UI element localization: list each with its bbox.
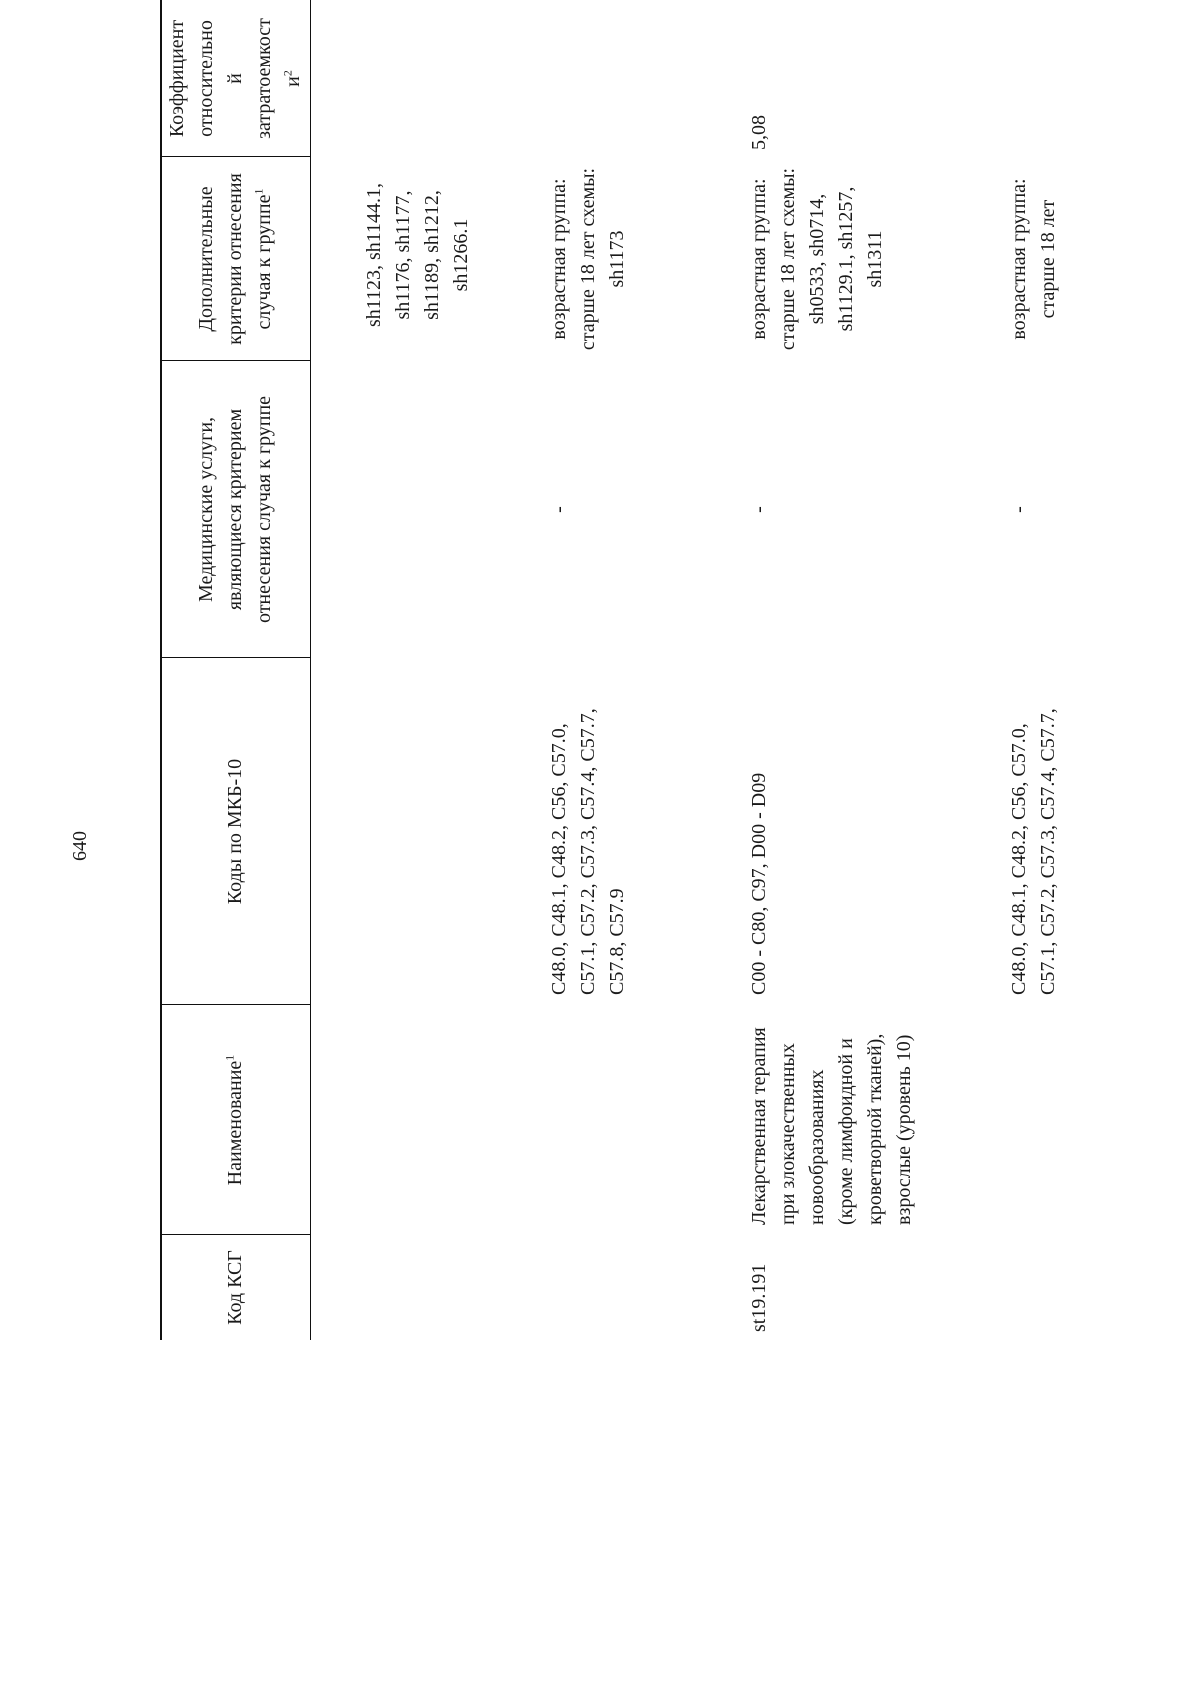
row-0-dop: sh1123, sh1144.1, sh1176, sh1177, sh1189, sh1212, sh1266.1 <box>363 182 472 328</box>
header-bottom-rule <box>310 0 311 1340</box>
header-dop-kriterii-text: Дополнительные критерии отнесения случая к группе <box>194 173 275 345</box>
row-2-dop: возрастная группа: старше 18 лет схемы: sh0533, sh0714, sh1129.1, sh1257, sh1311 <box>748 167 886 351</box>
row-2-kod: st19.191 <box>748 1263 770 1332</box>
header-koeff <box>160 0 310 157</box>
header-koeff-text: Коэффициент относительно й затратоемкост и <box>165 18 304 139</box>
row-3-uslugi: - <box>1008 506 1030 513</box>
header-kody-mkb-text: Коды по МКБ-10 <box>223 758 246 905</box>
row-1-mkb: C48.0, C48.1, C48.2, C56, C57.0, C57.1, C57.2, C57.3, C57.4, C57.7, C57.8, C57.9 <box>548 708 628 995</box>
row-2-koeff: 5,08 <box>748 115 770 150</box>
header-naimenovanie <box>160 1005 310 1235</box>
header-naimenovanie-footnote: 1 <box>221 1054 236 1061</box>
rotated-table <box>160 0 1200 1340</box>
row-1-uslugi: - <box>548 506 570 513</box>
header-kod-ksg-text: Код КСГ <box>223 1250 246 1325</box>
header-dop-kriterii-footnote: 1 <box>250 188 265 195</box>
header-uslugi <box>160 361 310 658</box>
row-2-name: Лекарственная терапия при злокачественных новообразованиях (кроме лимфоидной и кроветворной тканей), взрослые (уровень 10) <box>748 1027 915 1225</box>
row-1-dop: возрастная группа: старше 18 лет схемы: sh1173 <box>548 167 628 351</box>
row-3-mkb: C48.0, C48.1, C48.2, C56, C57.0, C57.1, C57.2, C57.3, C57.4, C57.7, <box>1008 708 1059 995</box>
header-kod-ksg <box>160 1235 310 1340</box>
header-dop-kriterii <box>160 157 310 361</box>
page-number: 640 <box>69 831 91 861</box>
header-uslugi-text: Медицинские услуги, являющиеся критерием отнесения случая к группе <box>194 395 275 624</box>
row-2-mkb: C00 - C80, C97, D00 - D09 <box>748 772 770 995</box>
header-kody-mkb <box>160 658 310 1005</box>
row-2-uslugi: - <box>748 506 770 513</box>
row-3-dop: возрастная группа: старше 18 лет <box>1008 178 1059 340</box>
header-koeff-footnote: 2 <box>279 70 294 77</box>
header-naimenovanie-text: Наименование <box>223 1060 246 1186</box>
